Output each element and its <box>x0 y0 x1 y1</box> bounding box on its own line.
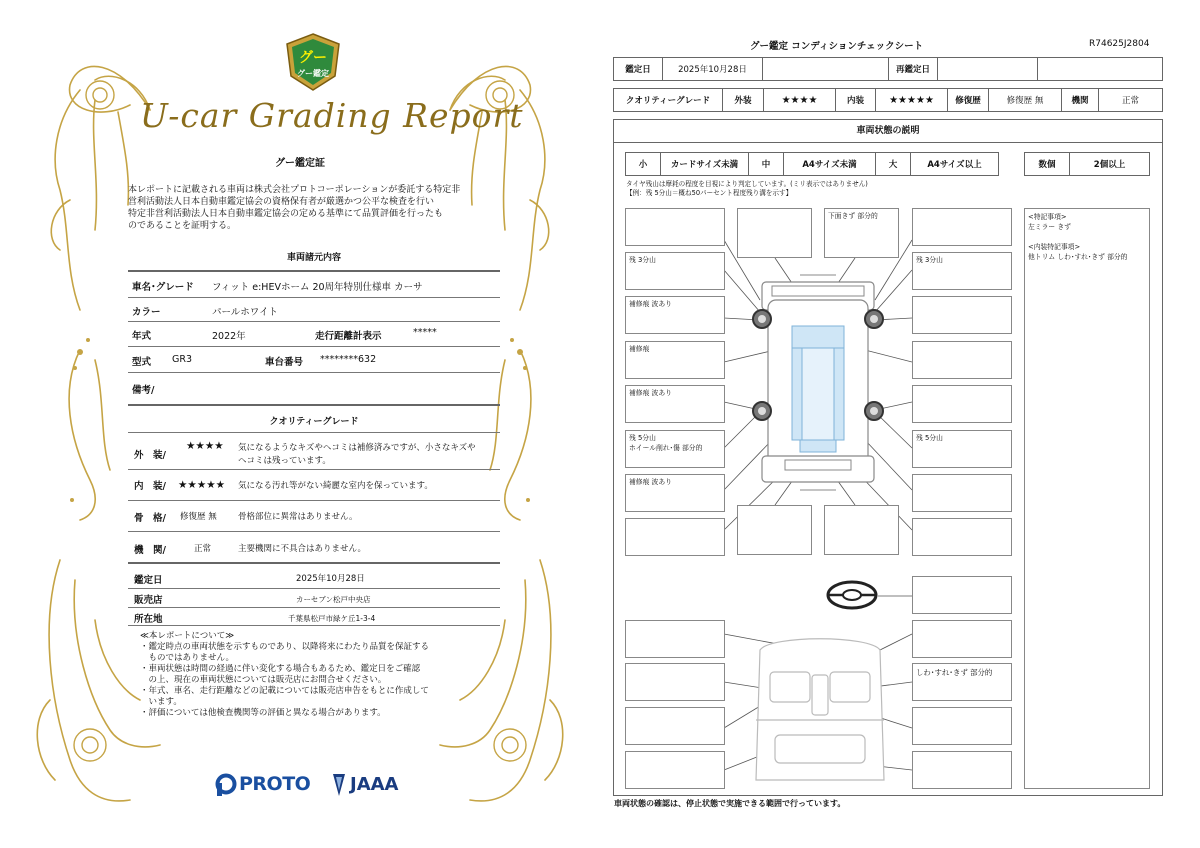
appraisal-date-label: 鑑定日 <box>134 575 163 586</box>
intro-line: 本レポートに記載される車両は株式会社プロトコーポレーションが委託する特定非 <box>128 185 461 195</box>
count-label: 数個 <box>1024 152 1070 176</box>
proto-mark-icon <box>215 773 237 797</box>
intro-line: 営利活動法人日本自動車鑑定協会の資格保有者が厳選かつ公平な検査を行い <box>128 197 435 207</box>
goo-appraisal-badge <box>285 32 341 92</box>
report-id: R74625J2804 <box>1089 39 1150 49</box>
note-line: ・評価については他検査機関等の評価と異なる場合があります。 <box>140 708 386 718</box>
sheet-footer: 車両状態の確認は、停止状態で実施できる範囲で行っています。 <box>614 799 846 808</box>
address-value: 千葉県松戸市緑ケ丘1-3-4 <box>288 614 376 623</box>
sheet-grade-label: クオリティーグレード <box>613 88 723 112</box>
sheet-int-stars: ★★★★★ <box>875 88 948 112</box>
remarks-label: 備考/ <box>132 385 155 396</box>
damage-box <box>625 620 725 658</box>
exterior-label: 外 装/ <box>134 450 166 461</box>
sheet-ext-label: 外装 <box>722 88 764 112</box>
divider <box>128 321 500 322</box>
appraisal-date-value: 2025年10月28日 <box>296 574 365 584</box>
divider <box>128 607 500 608</box>
certificate-intro <box>128 184 500 232</box>
interior-stars: ★★★★★ <box>178 479 226 491</box>
damage-box <box>625 208 725 246</box>
damage-box <box>912 341 1012 379</box>
damage-box <box>625 430 725 468</box>
exterior-desc: 気になるようなキズやヘコミは補修済みですが、小さなキズや <box>238 443 476 453</box>
chassis-value: ********632 <box>320 354 377 365</box>
script-title: U-car Grading Report <box>140 96 524 135</box>
tire-note: 【例：残 5分山＝概ね50パーセント程度残り溝を示す】 <box>626 189 793 197</box>
jaaa-mark-icon <box>330 770 348 798</box>
size-large-desc: A4サイズ以上 <box>910 152 999 176</box>
color-label: カラー <box>132 307 161 318</box>
damage-box: 補修痕 波あり <box>625 296 725 334</box>
divider <box>128 346 500 347</box>
damage-box: 残 5分山 <box>912 430 1012 468</box>
engine-value: 正常 <box>194 544 212 554</box>
spec-header: 車両諸元内容 <box>286 253 341 263</box>
year-value: 2022年 <box>212 331 246 342</box>
damage-box <box>912 296 1012 334</box>
special-notes-panel <box>1024 208 1150 789</box>
proto-logo <box>215 772 325 798</box>
sheet-repair-value: 修復歴 無 <box>988 88 1062 112</box>
damage-box <box>912 576 1012 614</box>
model-value: GR3 <box>172 354 193 365</box>
damage-box: 残 3分山 <box>912 252 1012 290</box>
sheet-engine-value: 正常 <box>1098 88 1163 112</box>
divider <box>128 562 500 564</box>
sheet-date-value: 2025年10月28日 <box>662 57 763 81</box>
damage-box: 補修痕 <box>625 341 725 379</box>
condition-header: 車両状態の説明 <box>613 119 1163 143</box>
model-label: 型式 <box>132 357 152 368</box>
shop-label: 販売店 <box>134 595 163 606</box>
damage-box: 下面きず 部分的 <box>824 208 899 258</box>
damage-box <box>625 707 725 745</box>
interior-notes-title: <内装特記事項> <box>1028 243 1081 251</box>
divider <box>128 270 500 272</box>
note-line: います。 <box>140 697 182 707</box>
sheet-int-label: 内装 <box>835 88 876 112</box>
address-label: 所在地 <box>134 614 163 625</box>
divider <box>128 531 500 532</box>
divider <box>128 500 500 501</box>
steering-wheel-icon <box>828 582 876 608</box>
exterior-desc: ヘコミは残っています。 <box>238 456 331 466</box>
interior-label: 内 装/ <box>134 481 166 492</box>
color-value: パールホワイト <box>212 307 279 318</box>
size-mid-label: 中 <box>748 152 784 176</box>
count-desc: 2個以上 <box>1069 152 1150 176</box>
special-notes-title: <特記事項> <box>1028 213 1067 221</box>
divider <box>128 404 500 406</box>
notes-title: ≪本レポートについて≫ <box>140 631 235 641</box>
grade-header: クオリティーグレード <box>269 417 359 427</box>
damage-box <box>625 751 725 789</box>
note-line: ・年式、車名、走行距離などの記載については販売店申告をもとに作成して <box>140 686 429 696</box>
intro-line: 特定非営利活動法人日本自動車鑑定協会の定める基準にて品質評価を行ったも <box>128 209 444 219</box>
damage-box <box>912 751 1012 789</box>
damage-box: 補修痕 波あり <box>625 474 725 512</box>
sheet-title: グー鑑定 コンディションチェックシート <box>750 41 924 52</box>
badge-text: グー鑑定 <box>297 69 329 78</box>
engine-label: 機 関/ <box>134 545 166 556</box>
note-line: の上、現在の車両状態については販売店にお問合せください。 <box>140 675 387 685</box>
intro-line: のであることを証明する。 <box>128 221 237 231</box>
size-mid-desc: A4サイズ未満 <box>783 152 876 176</box>
year-label: 年式 <box>132 331 152 342</box>
shop-value: カーセブン松戸中央店 <box>296 595 371 604</box>
divider <box>128 588 500 589</box>
damage-box <box>912 474 1012 512</box>
damage-box <box>824 505 899 555</box>
size-small-label: 小 <box>625 152 661 176</box>
note-line: ・車両状態は時間の経過に伴い変化する場合もあるため、鑑定日をご確認 <box>140 664 421 674</box>
tire-note: タイヤ残山は摩耗の程度を目視により判定しています。(ミリ表示ではありません) <box>626 180 868 188</box>
damage-box <box>912 518 1012 556</box>
note-line: ものではありません。 <box>140 653 235 663</box>
interior-desc: 気になる汚れ等がない綺麗な室内を保っています。 <box>238 481 433 491</box>
damage-box: しわ･すれ･きず 部分的 <box>912 663 1012 701</box>
damage-note: 残 5分山 <box>629 434 656 442</box>
jaaa-logo-text: JAAA <box>350 774 399 795</box>
size-small-desc: カードサイズ未満 <box>660 152 749 176</box>
mileage-label: 走行距離計表示 <box>315 331 382 342</box>
divider <box>128 297 500 298</box>
damage-box <box>912 707 1012 745</box>
damage-box: 補修痕 波あり <box>625 385 725 423</box>
divider <box>128 372 500 373</box>
damage-note: ホイール削れ･傷 部分的 <box>629 444 703 452</box>
damage-box: 残 3分山 <box>625 252 725 290</box>
mileage-value: ***** <box>413 327 437 338</box>
exterior-stars: ★★★★ <box>186 440 224 452</box>
damage-box <box>737 505 812 555</box>
condition-check-sheet <box>600 0 1200 848</box>
divider <box>128 625 500 626</box>
damage-box <box>625 518 725 556</box>
badge-shield-icon <box>285 32 341 92</box>
frame-label: 骨 格/ <box>134 513 166 524</box>
chassis-label: 車台番号 <box>265 357 304 368</box>
note-line: ・鑑定時点の車両状態を示すものであり、以降将来にわたり品質を保証する <box>140 642 430 652</box>
frame-desc: 骨格部位に異常はありません。 <box>238 512 358 522</box>
damage-box <box>625 663 725 701</box>
redate-label: 再鑑定日 <box>888 57 938 81</box>
jaaa-logo <box>330 770 410 798</box>
car-name-value: フィット e:HEVホーム 20周年特別仕様車 カーサ <box>212 282 423 293</box>
report-notes <box>140 631 500 719</box>
size-large-label: 大 <box>875 152 911 176</box>
sheet-repair-label: 修復歴 <box>947 88 989 112</box>
damage-box <box>912 385 1012 423</box>
damage-box <box>912 620 1012 658</box>
certificate-title: グー鑑定証 <box>275 158 325 169</box>
frame-value: 修復歴 無 <box>180 512 217 522</box>
sheet-date-label: 鑑定日 <box>613 57 663 81</box>
svg-text:グー: グー <box>299 50 327 66</box>
car-name-label: 車名･グレード <box>132 282 194 293</box>
sheet-ext-stars: ★★★★ <box>763 88 836 112</box>
damage-box <box>912 208 1012 246</box>
damage-box <box>737 208 812 258</box>
special-notes-value: 左ミラー きず <box>1028 223 1071 231</box>
sheet-engine-label: 機関 <box>1061 88 1099 112</box>
interior-notes-value: 他トリム しわ･すれ･きず 部分的 <box>1028 253 1128 261</box>
proto-logo-text: PROTO <box>239 773 311 795</box>
engine-desc: 主要機関に不具合はありません。 <box>238 544 367 554</box>
divider <box>128 469 500 470</box>
divider <box>128 432 500 433</box>
